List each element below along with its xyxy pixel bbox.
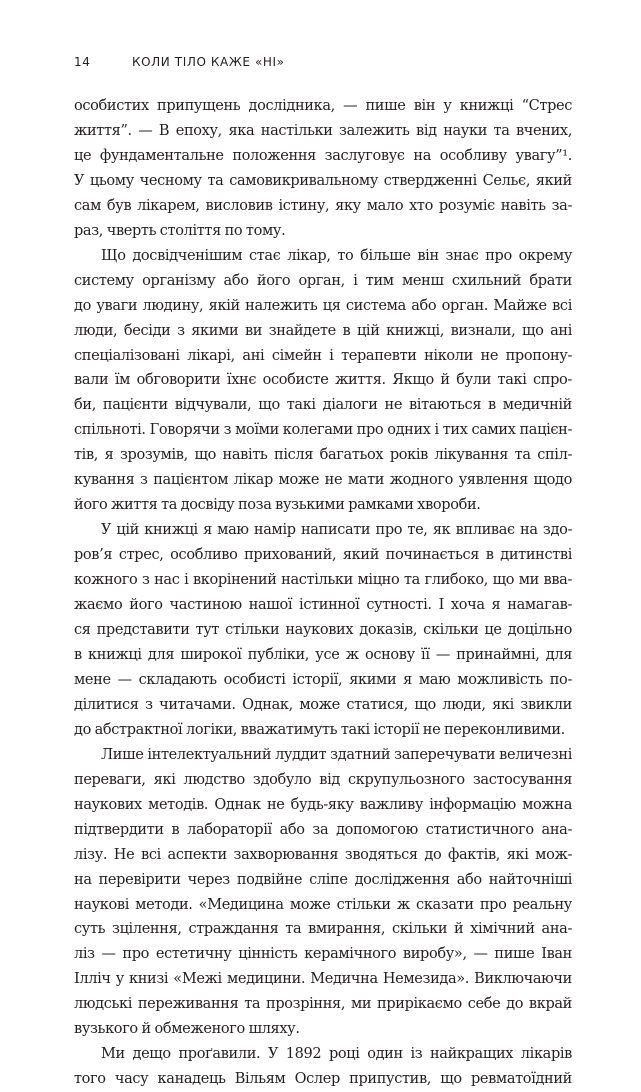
text-line: би, пацієнти відчували, що такі діалоги не вітаються в медичній bbox=[74, 397, 572, 414]
paragraph bbox=[74, 94, 572, 244]
page-number: 14 bbox=[74, 55, 91, 69]
text-line: переваги, які людство здобуло від скрупульозного застосування bbox=[74, 771, 572, 788]
text-line: в книжці для широкої публіки, усе ж основу її — принаймні, для bbox=[74, 646, 572, 663]
text-line: мене — складають особисті історії, якими я маю можливість по- bbox=[74, 671, 572, 688]
text-line: Ілліч у книзі «Межі медицини. Медична Немезида». Виключаючи bbox=[74, 971, 572, 988]
text-line: ділитися з читачами. Однак, може статися, що люди, які звикли bbox=[74, 696, 572, 713]
text-line: спільноті. Говорячи з моїми колегами про одних і тих самих пацієн- bbox=[74, 422, 572, 439]
text-line: жаємо його частиною нашої істинної сутності. І хоча я намагав- bbox=[74, 597, 572, 614]
text-line: людські переживання та прозріння, ми прирікаємо себе до вкрай bbox=[74, 996, 572, 1013]
text-line: вузького й обмеженого шляху. bbox=[74, 1021, 300, 1038]
paragraph bbox=[74, 743, 572, 1042]
text-line: Що досвідченішим стає лікар, то більше він знає про окрему bbox=[101, 247, 572, 264]
text-line: тів, я зрозумів, що навіть після багатьох років лікування та спіл- bbox=[74, 447, 572, 464]
text-line: вали їм обговорити їхнє особисте життя. Якщо й були такі спро- bbox=[74, 372, 572, 389]
text-line: підтвердити в лабораторії або за допомогою статистичного ана- bbox=[74, 821, 572, 838]
paragraph bbox=[74, 518, 572, 743]
text-line: до уваги людину, якій належить ця система або орган. Майже всі bbox=[74, 297, 572, 314]
text-line: ліз — про естетичну цінність керамічного виробу», — пише Іван bbox=[74, 946, 572, 963]
text-line: Лише інтелектуальний луддит здатний заперечувати величезні bbox=[101, 746, 572, 763]
text-line: наукових методів. Однак не будь-яку важливу інформацію можна bbox=[74, 796, 572, 813]
text-line: це фундаментальне положення заслуговує на особливу увагу”¹. bbox=[74, 147, 572, 164]
text-line: кування з пацієнтом лікар може не мати жодного уявлення щодо bbox=[74, 472, 572, 489]
running-head bbox=[74, 55, 285, 69]
text-line: лізу. Не всі аспекти захворювання зводяться до фактів, які мож- bbox=[74, 846, 572, 863]
text-line: систему організму або його орган, і тим менш схильний брати bbox=[74, 272, 572, 289]
text-line: У цьому чесному та самовикривальному ствердженні Сельє, який bbox=[74, 172, 572, 189]
text-line: особистих припущень дослідника, — пише він у книжці “Стрес bbox=[74, 98, 572, 114]
text-line: люди, бесіди з якими ви знайдете в цій книжці, визнали, що ані bbox=[74, 322, 572, 339]
running-title: КОЛИ ТІЛО КАЖЕ «НІ» bbox=[132, 55, 285, 69]
text-line: наукові методи. «Медицина може стільки ж сказати про реальну bbox=[74, 896, 572, 913]
paragraph bbox=[74, 1042, 572, 1092]
text-line: Ми дещо проґавили. У 1892 році один із найкращих лікарів bbox=[101, 1046, 572, 1063]
text-line: раз, чверть століття по тому. bbox=[74, 222, 286, 239]
text-line: сам був лікарем, висловив істину, яку мало хто розуміє навіть за- bbox=[74, 197, 572, 214]
text-line: життя”. — В епоху, яка настільки залежить від науки та вчених, bbox=[74, 122, 572, 139]
text-line: ров’я стрес, особливо прихований, який починається в дитинстві bbox=[74, 547, 572, 564]
text-line: суть зцілення, страждання та вмирання, скільки й хімічний ана- bbox=[74, 921, 572, 938]
text-line: на перевірити через подвійне сліпе дослідження або найточніші bbox=[74, 871, 572, 888]
text-line: того часу канадець Вільям Ослер припустив, що ревматоїдний bbox=[74, 1071, 572, 1088]
text-line: У цій книжці я маю намір написати про те, як впливає на здо- bbox=[101, 522, 572, 539]
paragraph bbox=[74, 244, 572, 518]
text-line: кожного з нас і вкорінений настільки міцно та глибоко, що ми вва- bbox=[74, 572, 572, 589]
text-line: спеціалізовані лікарі, ані сімейн і терапевти ніколи не пропону- bbox=[74, 347, 572, 364]
text-line: до абстрактної логіки, вважатимуть такі історії не переконливими. bbox=[74, 721, 565, 738]
text-line: ся представити тут стільки наукових доказів, скільки це доцільно bbox=[74, 622, 572, 639]
text-line: його життя та досвіду поза вузькими рамками хвороби. bbox=[74, 497, 481, 514]
body-text bbox=[74, 94, 572, 1092]
